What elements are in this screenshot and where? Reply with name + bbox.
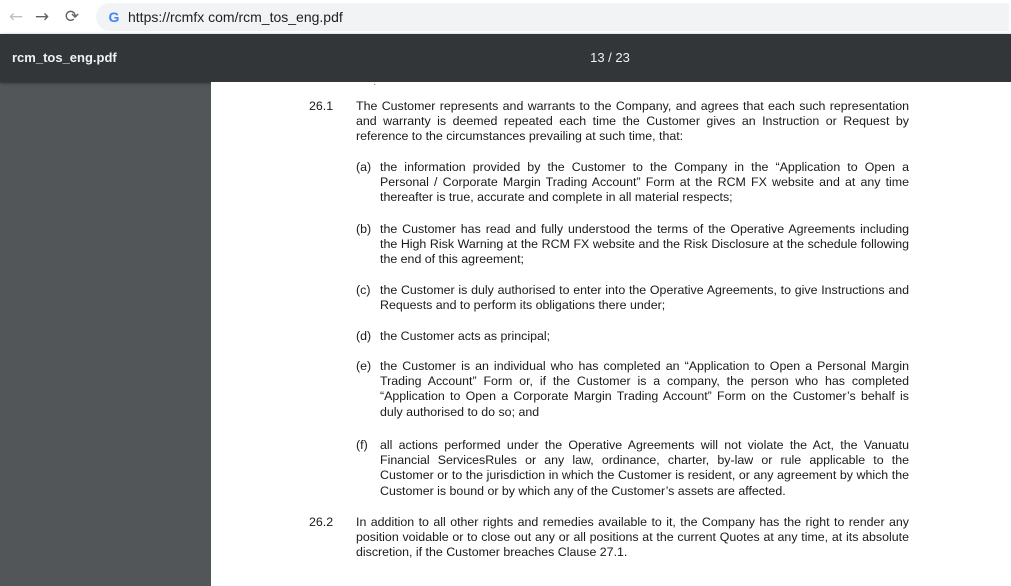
page-top-mark: · [373, 82, 377, 90]
reload-icon[interactable]: ⟳ [64, 7, 80, 27]
item-text: the Customer acts as principal; [380, 329, 551, 343]
clause-text: The Customer represents and warrants to the Company, and agrees that each such representation and warranty is deemed repeated each time the Customer gives an Instruction or Request by reference to the circumstances prevailing at such time, that: [356, 99, 909, 144]
item-label: (c) [356, 283, 371, 297]
item-text: all actions performed under the Operative Agreements will not violate the Act, the Vanuatu Financial ServicesRules or any law, ordinance, charter, by-law or rule applicable to the Customer or to the jurisdiction in which the Customer is resident, or any agreement by which the Customer is bound or by which any of the Customer’s assets are affected. [380, 438, 909, 498]
item-text: the Customer is duly authorised to enter into the Operative Agreements, to give Instructions and Requests and to perform its obligations there under; [380, 283, 909, 313]
item-text: the Customer is an individual who has completed an “Application to Open a Personal Margin Trading Account” Form or, if the Customer is a company, the person who has completed “Application to Open a Corporate Margin Trading Account” Form on the Customer’s behalf is duly authorised to do so; and [380, 359, 909, 419]
pdf-toolbar [0, 34, 1011, 82]
clause-number: 26.2 [309, 515, 334, 529]
document-title: rcm_tos_eng.pdf [12, 50, 117, 65]
back-arrow-icon[interactable]: ← [8, 7, 24, 27]
item-label: (e) [356, 359, 372, 373]
item-text: the information provided by the Customer to the Company in the “Application to Open a Personal / Corporate Margin Trading Account” Form at the RCM FX website and at any time thereafter is true, accurate and complete in all material respects; [380, 160, 909, 205]
browser-address-bar [0, 0, 1011, 35]
forward-arrow-icon[interactable]: → [34, 7, 50, 27]
item-label: (d) [356, 329, 372, 343]
url-bar[interactable] [96, 3, 1009, 31]
url-text[interactable]: https://rcmfx com/rcm_tos_eng.pdf [128, 9, 343, 25]
page-indicator: 13 / 23 [590, 50, 630, 65]
item-label: (a) [356, 160, 372, 174]
google-g-icon: G [108, 9, 120, 25]
item-label: (b) [356, 222, 372, 236]
pdf-page [211, 82, 1011, 586]
clause-text: In addition to all other rights and remedies available to it, the Company has the right to render any position voidable or to close out any or all positions at the current Quotes at any time, at its absolute discretion, if the Customer breaches Clause 27.1. [356, 515, 909, 560]
item-text: the Customer has read and fully understood the terms of the Operative Agreements including the High Risk Warning at the RCM FX website and the Risk Disclosure at the schedule following the end of this agreement; [380, 222, 909, 267]
item-label: (f) [356, 438, 368, 452]
clause-number: 26.1 [309, 99, 334, 113]
